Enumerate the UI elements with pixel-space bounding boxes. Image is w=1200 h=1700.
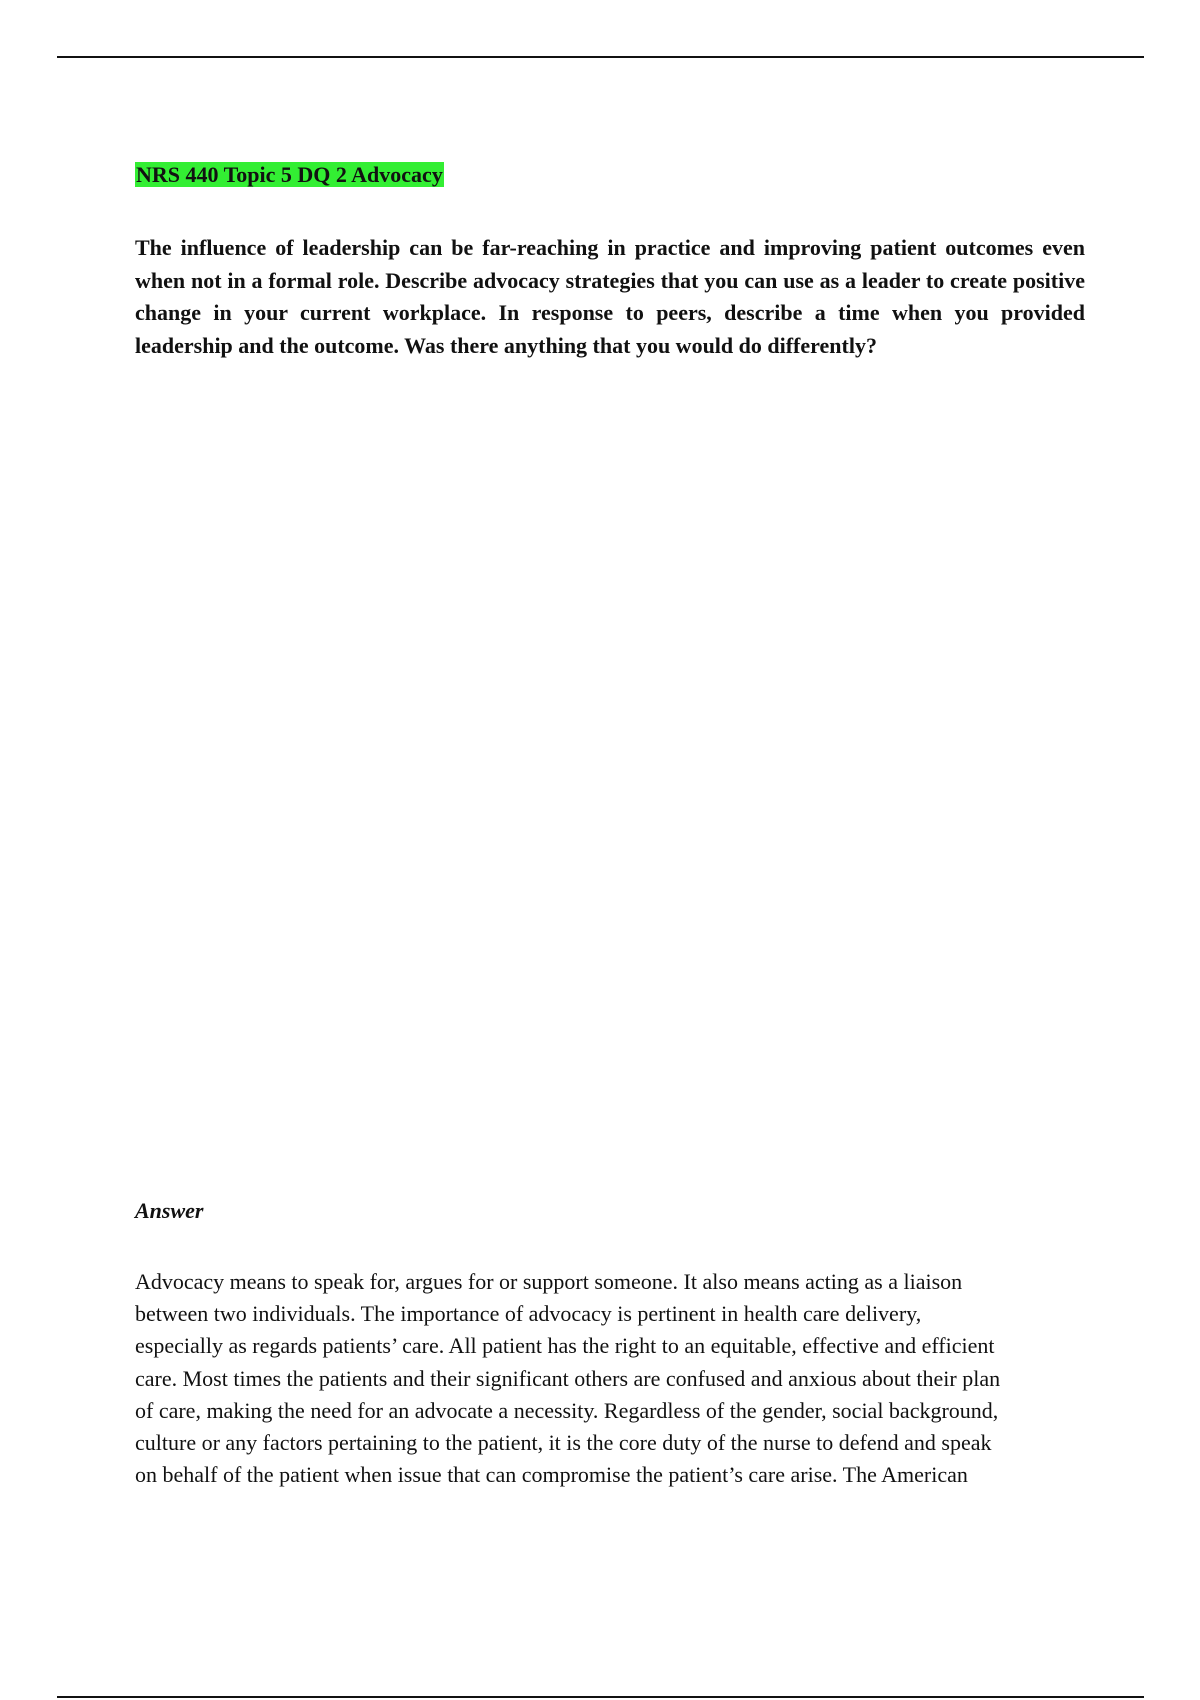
document-title <box>135 162 444 188</box>
answer-body <box>135 1266 1085 1491</box>
answer-line: culture or any factors pertaining to the patient, it is the core duty of the nurse to defend and speak <box>135 1430 992 1456</box>
answer-line: Advocacy means to speak for, argues for or support someone. It also means acting as a liaison <box>135 1269 963 1294</box>
header-rule <box>57 56 1144 58</box>
highlighted-title-text: NRS 440 Topic 5 DQ 2 Advocacy <box>136 162 443 187</box>
answer-line: on behalf of the patient when issue that can compromise the patient’s care arise. The American <box>135 1462 968 1488</box>
answer-line: between two individuals. The importance of advocacy is pertinent in health care delivery, <box>135 1301 922 1327</box>
answer-heading: Answer <box>135 1198 204 1223</box>
answer-line: especially as regards patients’ care. All patient has the right to an equitable, effective and efficient <box>135 1333 995 1359</box>
answer-line: of care, making the need for an advocate a necessity. Regardless of the gender, social background, <box>135 1397 999 1423</box>
footer-rule <box>57 1696 1144 1698</box>
discussion-question: The influence of leadership can be far-reaching in practice and improving patient outcomes even when not in a formal role. Describe advocacy strategies that you can use as a leader to create positive change in your current workplace. In response to peers, describe a time when you provided leadership and the outcome. Was there anything that you would do differently? <box>135 235 1085 358</box>
answer-line: care. Most times the patients and their significant others are confused and anxious about their plan <box>135 1365 1001 1391</box>
